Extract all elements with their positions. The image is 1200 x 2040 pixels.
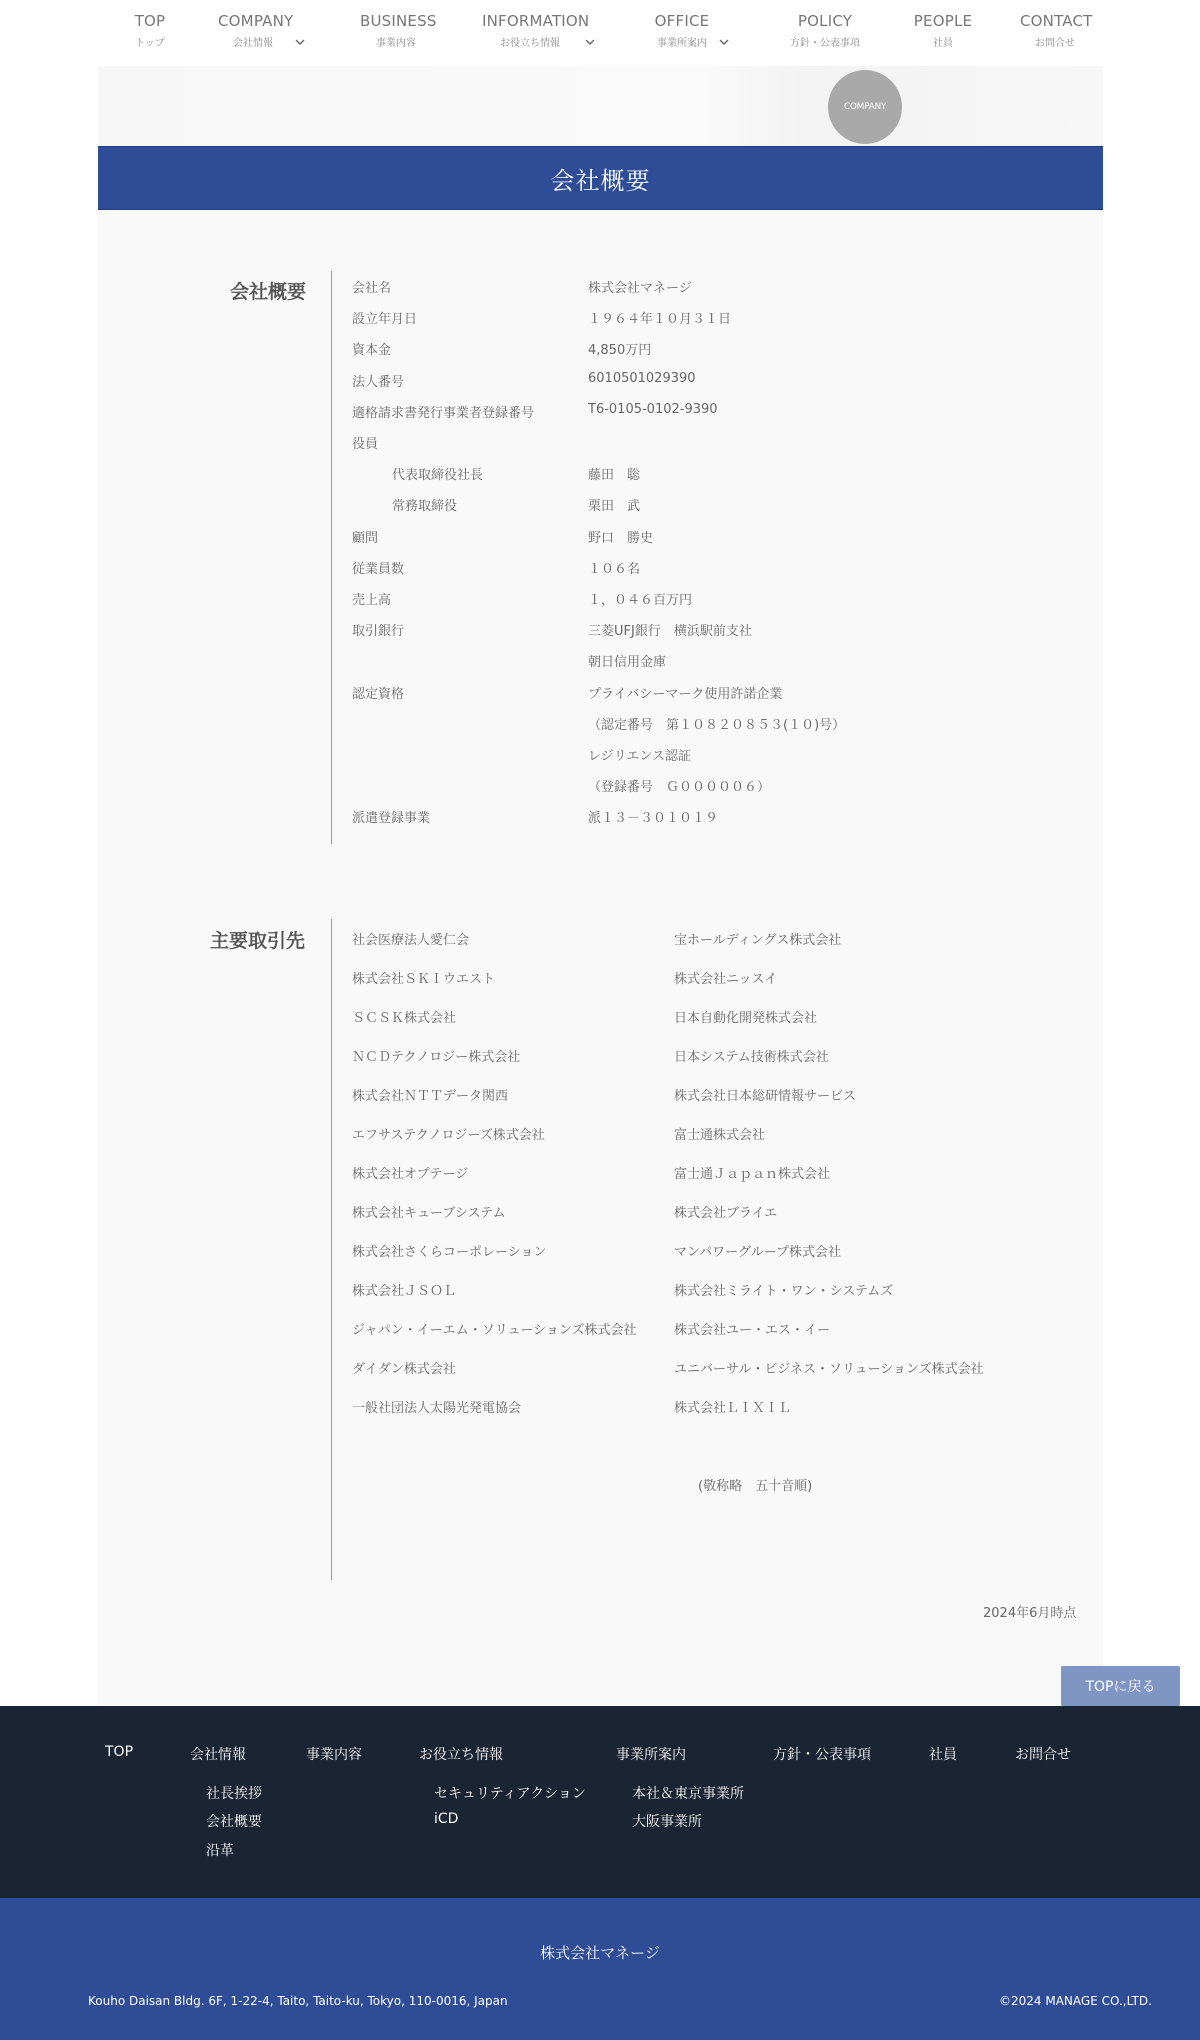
- nav-business-label: BUSINESS: [360, 12, 437, 30]
- nav-information[interactable]: [482, 12, 590, 49]
- client-item: 社会医療法人愛仁会: [352, 933, 470, 948]
- overview-value: 6010501029390: [588, 371, 696, 386]
- client-item: ダイダン株式会社: [352, 1362, 456, 1377]
- top-nav: [0, 0, 1200, 66]
- nav-company-sub: 会社情報: [233, 38, 273, 49]
- client-item: 株式会社ニッスイ: [674, 972, 778, 987]
- client-item: 株式会社ＮＴＴデータ関西: [352, 1089, 509, 1104]
- overview-label: 役員: [352, 437, 379, 452]
- nav-policy-label: POLICY: [797, 12, 853, 30]
- overview-value: レジリエンス認証: [588, 749, 692, 764]
- footer-link-osaka-office[interactable]: 大阪事業所: [632, 1814, 702, 1830]
- overview-value: 栗田 武: [588, 499, 641, 514]
- client-item: 株式会社ブライエ: [674, 1206, 778, 1221]
- nav-business[interactable]: [360, 12, 437, 49]
- company-badge: COMPANY: [828, 70, 902, 144]
- nav-office-label: OFFICE: [654, 12, 710, 30]
- client-item: 日本自動化開発株式会社: [674, 1011, 818, 1026]
- footer-company-name: 株式会社マネージ: [540, 1944, 660, 1962]
- client-item: 株式会社キューブシステム: [352, 1206, 506, 1221]
- nav-policy[interactable]: [780, 12, 870, 49]
- footer-address: Kouho Daisan Bldg. 6F, 1-22-4, Taito, Taito-ku, Tokyo, 110-0016, Japan: [88, 1994, 508, 2008]
- overview-label: 常務取締役: [392, 499, 458, 514]
- overview-value: １９６４年１０月３１日: [588, 312, 732, 327]
- client-item: 株式会社ＳＫＩウエスト: [352, 972, 496, 987]
- overview-label: 派遣登録事業: [352, 811, 431, 826]
- overview-value: （登録番号 Ｇ０００００６）: [588, 780, 771, 795]
- footer-link-greeting[interactable]: 社長挨拶: [206, 1786, 262, 1802]
- content-panel: [98, 66, 1103, 1706]
- nav-top-label: TOP: [134, 12, 166, 30]
- client-item: 株式会社日本総研情報サービス: [674, 1089, 857, 1104]
- footer-link-office[interactable]: 事業所案内: [616, 1747, 686, 1763]
- overview-label: 認定資格: [352, 687, 405, 702]
- overview-value: １０６名: [588, 562, 641, 577]
- footer-link-business[interactable]: 事業内容: [306, 1747, 362, 1763]
- nav-contact-sub: お問合せ: [1035, 38, 1075, 49]
- nav-top-sub: トップ: [135, 38, 165, 49]
- overview-label: 資本金: [352, 343, 392, 358]
- client-item: 富士通Ｊａｐａｎ株式会社: [674, 1167, 831, 1182]
- client-item: 株式会社さくらコーポレーション: [352, 1245, 547, 1260]
- client-item: 株式会社ＪＳＯＬ: [352, 1284, 457, 1299]
- overview-label: 顧問: [352, 531, 379, 546]
- overview-value: 派１３－３０１０１９: [588, 811, 719, 826]
- footer-link-policy[interactable]: 方針・公表事項: [773, 1747, 871, 1763]
- nav-information-label: INFORMATION: [482, 12, 590, 30]
- overview-value: （認定番号 第１０８２０８５３(１０)号）: [588, 718, 846, 733]
- client-item: 株式会社ミライト・ワン・システムズ: [674, 1284, 894, 1299]
- nav-company-label: COMPANY: [218, 12, 294, 30]
- nav-contact-label: CONTACT: [1020, 12, 1093, 30]
- client-item: ジャパン・イーエム・ソリューションズ株式会社: [352, 1323, 637, 1338]
- footer-link-company[interactable]: 会社情報: [190, 1747, 246, 1763]
- nav-top[interactable]: [134, 12, 166, 49]
- nav-information-sub: お役立ち情報: [500, 38, 560, 49]
- client-item: ＳＣＳＫ株式会社: [352, 1011, 457, 1026]
- overview-divider: [331, 271, 332, 844]
- footer-link-history[interactable]: 沿革: [206, 1843, 234, 1859]
- overview-value: 野口 勝史: [588, 531, 654, 546]
- client-item: 株式会社ユー・エス・イー: [674, 1323, 831, 1338]
- client-item: 株式会社オプテージ: [352, 1167, 469, 1182]
- client-item: ユニバーサル・ビジネス・ソリューションズ株式会社: [674, 1362, 984, 1377]
- footer-nav: [0, 1706, 1200, 1898]
- footer-copyright: ©2024 MANAGE CO.,LTD.: [999, 1994, 1152, 2008]
- client-item: 富士通株式会社: [674, 1128, 766, 1143]
- clients-heading: 主要取引先: [210, 930, 306, 952]
- client-item: 宝ホールディングス株式会社: [674, 933, 842, 948]
- footer-link-top[interactable]: TOP: [105, 1744, 134, 1760]
- chevron-down-icon: [584, 36, 596, 48]
- footer-link-tokyo-office[interactable]: 本社＆東京事業所: [632, 1786, 744, 1802]
- footer-link-overview[interactable]: 会社概要: [206, 1814, 262, 1830]
- overview-value: １，０４６百万円: [588, 593, 693, 608]
- clients-note: (敬称略 五十音順): [698, 1479, 813, 1494]
- client-item: ＮＣＤテクノロジー株式会社: [352, 1050, 521, 1065]
- nav-people-sub: 社員: [933, 38, 953, 49]
- overview-value: プライバシーマーク使用許諾企業: [588, 687, 783, 702]
- overview-label: 代表取締役社長: [392, 468, 484, 483]
- nav-business-sub: 事業内容: [376, 38, 416, 49]
- footer-link-people[interactable]: 社員: [929, 1747, 957, 1763]
- footer: [0, 1898, 1200, 2040]
- overview-label: 売上高: [352, 593, 392, 608]
- nav-people-label: PEOPLE: [913, 12, 973, 30]
- overview-label: 適格請求書発行事業者登録番号: [352, 406, 535, 421]
- back-to-top-button[interactable]: TOPに戻る: [1061, 1666, 1180, 1706]
- overview-label: 取引銀行: [352, 624, 405, 639]
- page-title: 会社概要: [98, 146, 1103, 210]
- overview-label: 法人番号: [352, 375, 405, 390]
- client-item: 日本システム技術株式会社: [674, 1050, 829, 1065]
- footer-link-contact[interactable]: お問合せ: [1015, 1747, 1071, 1763]
- overview-value: 4,850万円: [588, 343, 652, 358]
- chevron-down-icon: [718, 36, 730, 48]
- clients-divider: [331, 919, 332, 1580]
- overview-label: 従業員数: [352, 562, 405, 577]
- overview-value: 藤田 聡: [588, 468, 641, 483]
- client-item: 株式会社ＬＩＸＩＬ: [674, 1401, 792, 1416]
- client-item: マンパワーグループ株式会社: [674, 1245, 842, 1260]
- client-item: 一般社団法人太陽光発電協会: [352, 1401, 522, 1416]
- overview-value: T6-0105-0102-9390: [588, 402, 718, 417]
- hero-strip: [98, 66, 1103, 146]
- nav-office[interactable]: [652, 12, 712, 49]
- footer-link-icd[interactable]: iCD: [434, 1811, 459, 1827]
- overview-value: 株式会社マネージ: [588, 281, 692, 296]
- chevron-down-icon: [294, 36, 306, 48]
- overview-value: 三菱UFJ銀行 横浜駅前支社: [588, 624, 752, 639]
- overview-label: 会社名: [352, 281, 392, 296]
- as-of-date: 2024年6月時点: [983, 1606, 1077, 1621]
- client-item: エフサステクノロジーズ株式会社: [352, 1128, 545, 1143]
- overview-value: 朝日信用金庫: [588, 655, 667, 670]
- nav-people[interactable]: [912, 12, 974, 49]
- nav-company[interactable]: [218, 12, 294, 49]
- footer-link-security-action[interactable]: セキュリティアクション: [434, 1786, 586, 1802]
- nav-policy-sub: 方針・公表事項: [790, 38, 860, 49]
- nav-contact[interactable]: [1020, 12, 1093, 49]
- footer-link-info[interactable]: お役立ち情報: [419, 1747, 503, 1763]
- overview-heading: 会社概要: [230, 281, 307, 303]
- nav-office-sub: 事業所案内: [657, 38, 707, 49]
- overview-label: 設立年月日: [352, 312, 418, 327]
